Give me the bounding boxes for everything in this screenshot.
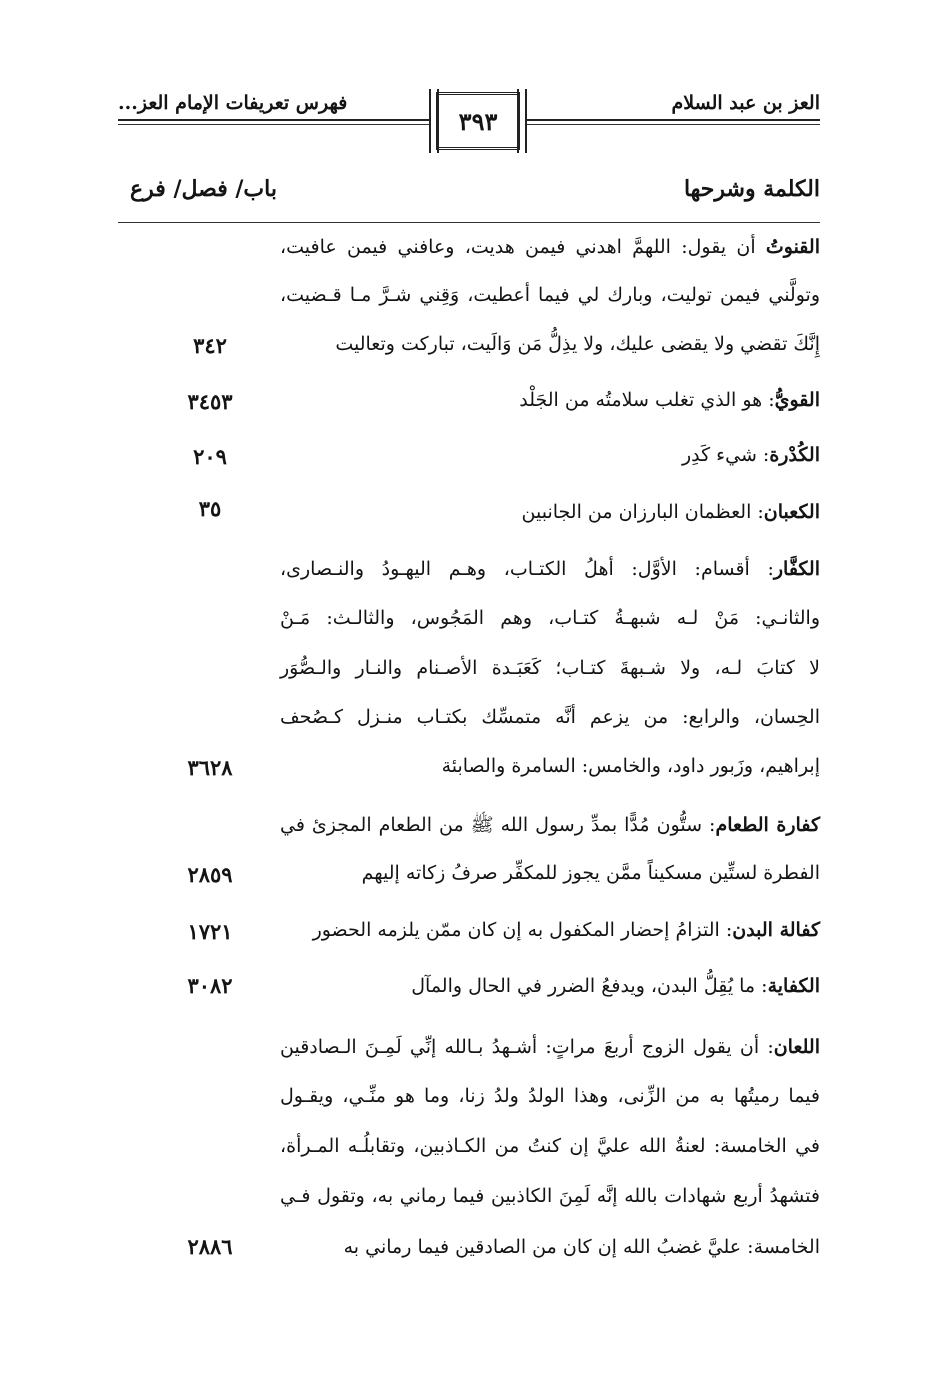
entry-text: أن يقول: اللهمَّ اهدني فيمن هديت، وعافني فيمن عافيت، (280, 236, 756, 258)
entry-line: والثانـي: مَنْ لـه شبهـةُ كتـاب، وهم المَجُوس، والثالـث: مَـنْ (280, 607, 820, 629)
header-rule-right (526, 119, 820, 121)
entry-line (280, 236, 820, 258)
header-rule-left (118, 119, 430, 121)
running-header-right: العز بن عبد السلام (671, 92, 820, 114)
entry-text: : التزامُ إحضار المكفول به إن كان ممّن يلزمه الحضور (312, 919, 733, 941)
entry-text: : أقسام: الأوَّل: أهلُ الكتـاب، وهـم اليهـودُ والنـصارى، (280, 558, 774, 580)
entry-ref: ٣٠٨٢ (187, 973, 233, 998)
entry-term: الكفَّار (773, 558, 820, 580)
entry-line: فيما رميتُها به من الزِّنى، وهذا الولدُ ولدُ زنا، وما هو منِّـي، ويقـول (280, 1085, 820, 1107)
entry-ref: ٣٦٢٨ (187, 755, 233, 780)
entry-ref: ٣٤٥٣ (187, 389, 233, 414)
column-header-word: الكلمة وشرحها (683, 176, 820, 202)
entry-line: في الخامسة: لعنةُ الله عليَّ إن كنتُ من الكـاذبين، وتقابلُـه المـرأة، (280, 1135, 820, 1157)
entry-line: الفطرة لستِّين مسكيناً ممَّن يجوز للمكفِّر صرفُ زكاته إليهم (361, 862, 820, 884)
entry-term: القنوتُ (765, 236, 820, 258)
entry-line (280, 444, 820, 466)
entry-term: اللعان (773, 1036, 820, 1058)
entry-term: الكعبان (763, 501, 820, 523)
header-rule-right-thin (526, 124, 820, 125)
entry-ref: ٢٠٩ (193, 444, 227, 469)
entry-term: الكُدْرة (769, 444, 820, 466)
page-number: ٣٩٣ (436, 92, 520, 150)
entry-line: فتشهدُ أربع شهادات بالله إنَّه لَمِنَ الكاذبين فيما رماني به، وتقول فـي (280, 1185, 820, 1207)
entry-line: إِنَّكَ تقضي ولا يقضى عليك، ولا يذِلُّ مَن وَالَيت، تباركت وتعاليت (335, 333, 820, 355)
entry-text: : أن يقول الزوج أربعَ مراتٍ: أشـهدُ بـالله إنِّي لَمِـنَ الـصادقين (280, 1036, 774, 1058)
entry-term: كفالة البدن (732, 919, 820, 941)
entry-line (280, 975, 820, 997)
entry-line (280, 813, 820, 841)
entry-text: : ما يُقِلُّ البدن، ويدفعُ الضرر في الحال والمآل (411, 975, 768, 997)
entry-line (280, 1036, 820, 1058)
entry-line (280, 501, 820, 523)
entry-line (280, 919, 820, 941)
entry-line: الحِسان، والرابع: من يزعم أنَّه متمسِّك بكتـاب منـزل كـصُحف (280, 706, 820, 728)
header-rule-left-thin (118, 124, 430, 125)
running-header-left: فهرس تعريفات الإمام العز... (118, 92, 348, 114)
entry-term: كفارة الطعام (715, 814, 820, 836)
entry-ref: ٢٨٨٦ (187, 1234, 233, 1259)
column-header-rule (118, 222, 820, 223)
entry-line: وتولَّني فيمن توليت، وبارك لي فيما أعطيت، وَقِني شـرَّ مـا قـضيت، (280, 284, 820, 306)
entry-line: لا كتابَ لـه، ولا شـبهةَ كتـاب؛ كَعَبَـدة الأصـنام والنـار والـصُّوَر (280, 657, 820, 679)
entry-line (280, 389, 820, 411)
entry-line (280, 558, 820, 580)
entry-ref: ٣٤٢ (193, 333, 227, 358)
entry-text: : ستُّون مُدًّا بمدِّ رسول الله ﷺ من الطعام المجزئ في (280, 814, 716, 836)
entry-ref: ٢٨٥٩ (187, 862, 233, 887)
entry-ref: ١٧٢١ (187, 919, 233, 944)
entry-line: إبراهيم، وزَبور داود، والخامس: السامرة والصابئة (441, 755, 820, 777)
entry-ref: ٣٥ (198, 496, 222, 521)
entry-text: : شيء كَدِر (681, 444, 770, 466)
entry-text: : العظمان البارزان من الجانبين (521, 501, 764, 523)
entry-term: الكفاية (767, 975, 820, 997)
entry-text: : هو الذي تغلب سلامتُه من الجَلْد (519, 389, 775, 411)
entry-term: القويُّ (774, 389, 820, 411)
column-header-ref: باب/ فصل/ فرع (130, 176, 277, 202)
entry-line: الخامسة: عليَّ غضبُ الله إن كان من الصادقين فيما رماني به (343, 1236, 820, 1258)
